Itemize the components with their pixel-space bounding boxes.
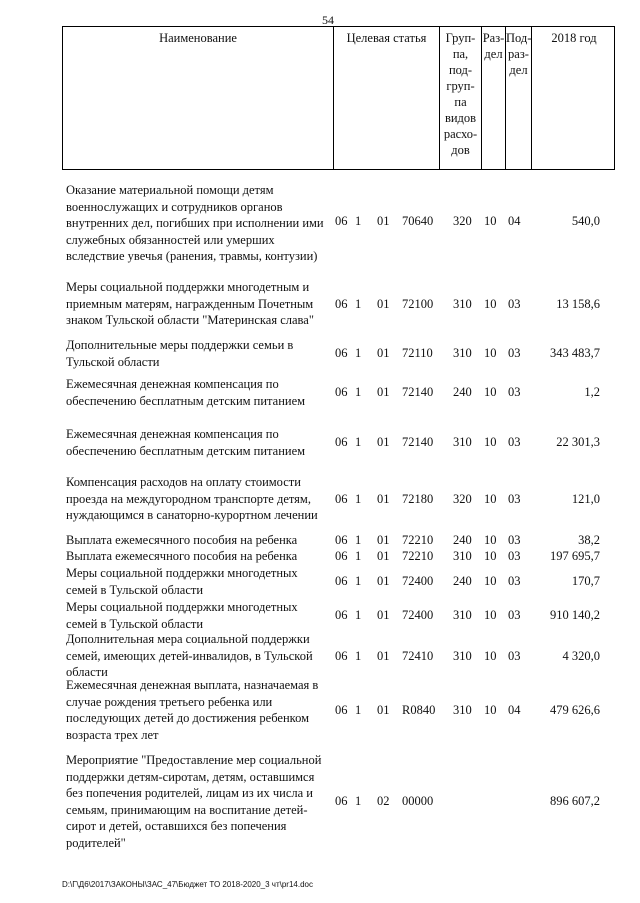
row-name: Ежемесячная денежная компенсация по обеспечению бесплатным детским питанием: [66, 377, 306, 408]
row-b: 1: [355, 703, 362, 717]
row-c: 01: [377, 492, 390, 506]
row-d: 72110: [402, 346, 433, 360]
row-section: 10: [484, 385, 497, 399]
row-d: 72210: [402, 533, 434, 547]
row-d: 72140: [402, 435, 434, 449]
row-b: 1: [355, 794, 362, 808]
row-group: 310: [453, 346, 472, 360]
row-c: 01: [377, 549, 390, 563]
row-subsection: 03: [508, 346, 521, 360]
row-c: 01: [377, 574, 390, 588]
row-amount: 4 320,0: [562, 649, 600, 663]
row-d: 72180: [402, 492, 434, 506]
row-section: 10: [484, 649, 497, 663]
row-b: 1: [355, 297, 362, 311]
row-c: 01: [377, 435, 390, 449]
row-d: R0840: [402, 703, 436, 717]
row-amount: 343 483,7: [550, 346, 600, 360]
group-header-line: па: [454, 95, 467, 109]
row-name: Меры социальной поддержки многодетных семей в Тульской области: [66, 566, 298, 597]
row-name: Дополнительные меры поддержки семьи в Тульской области: [66, 338, 294, 369]
group-header-line: расхо-: [443, 127, 478, 141]
row-subsection: 03: [508, 533, 521, 547]
row-subsection: 03: [508, 297, 521, 311]
row-subsection: 04: [508, 214, 521, 228]
row-section: 10: [484, 608, 497, 622]
row-subsection: 04: [508, 703, 521, 717]
group-header-line: видов: [444, 111, 477, 125]
subsection-header-line: дел: [509, 63, 528, 77]
row-a: 06: [335, 214, 348, 228]
row-d: 70640: [402, 214, 434, 228]
row-section: 10: [484, 703, 497, 717]
row-c: 02: [377, 794, 390, 808]
row-subsection: 03: [508, 492, 521, 506]
row-subsection: 03: [508, 385, 521, 399]
row-group: 310: [453, 703, 472, 717]
header-year-label: 2018 год: [551, 31, 597, 45]
row-c: 01: [377, 703, 390, 717]
row-b: 1: [355, 608, 362, 622]
header-target-article-label: Целевая статья: [346, 31, 427, 45]
row-b: 1: [355, 533, 362, 547]
row-a: 06: [335, 794, 348, 808]
row-a: 06: [335, 533, 348, 547]
row-name: Меры социальной поддержки многодетных семей в Тульской области: [66, 600, 298, 631]
subsection-header-line: раз-: [508, 47, 529, 61]
row-amount: 197 695,7: [550, 549, 600, 563]
row-name: Компенсация расходов на оплату стоимости проезда на междугородном транспорте детям, нуждающимся в санаторно-курортном лечении: [66, 475, 318, 523]
row-c: 01: [377, 385, 390, 399]
row-section: 10: [484, 492, 497, 506]
row-c: 01: [377, 297, 390, 311]
section-header-line: Раз-: [482, 31, 505, 45]
subsection-header-line: Под-: [506, 31, 532, 45]
row-group: 310: [453, 649, 472, 663]
row-name: Дополнительная мера социальной поддержки семей, имеющих детей-инвалидов, в Тульской области: [66, 632, 313, 680]
row-b: 1: [355, 492, 362, 506]
row-b: 1: [355, 649, 362, 663]
row-c: 01: [377, 608, 390, 622]
row-name: Ежемесячная денежная компенсация по обеспечению бесплатным детским питанием: [66, 427, 306, 458]
row-d: 72210: [402, 549, 434, 563]
row-section: 10: [484, 346, 497, 360]
row-subsection: 03: [508, 608, 521, 622]
row-name: Выплата ежемесячного пособия на ребенка: [66, 533, 298, 547]
row-c: 01: [377, 214, 390, 228]
row-b: 1: [355, 574, 362, 588]
row-c: 01: [377, 533, 390, 547]
row-amount: 540,0: [571, 214, 600, 228]
row-a: 06: [335, 385, 348, 399]
row-d: 72410: [402, 649, 434, 663]
row-section: 10: [484, 549, 497, 563]
row-b: 1: [355, 435, 362, 449]
row-section: 10: [484, 297, 497, 311]
row-d: 72400: [402, 608, 434, 622]
row-subsection: 03: [508, 435, 521, 449]
row-section: 10: [484, 435, 497, 449]
row-amount: 896 607,2: [550, 794, 600, 808]
group-header-line: дов: [451, 143, 470, 157]
row-a: 06: [335, 435, 348, 449]
row-name: Оказание материальной помощи детям военнослужащих и сотрудников органов внутренних дел, погибших при исполнении ими служебных обязанностей или умерших вследствие увечья (ранения, травмы, контузии): [66, 183, 324, 264]
file-path-footer: D:\Г\Д6\2017\ЗАКОНЫ\ЗАС_47\Бюджет ТО 2018-2020_3 чт\pr14.doc: [62, 880, 313, 889]
row-section: 10: [484, 574, 497, 588]
row-b: 1: [355, 214, 362, 228]
header-name-label: Наименование: [159, 31, 237, 45]
row-group: 240: [453, 574, 472, 588]
row-amount: 22 301,3: [556, 435, 600, 449]
row-amount: 38,2: [578, 533, 600, 547]
row-section: 10: [484, 214, 497, 228]
row-c: 01: [377, 346, 390, 360]
row-subsection: 03: [508, 649, 521, 663]
row-d: 72400: [402, 574, 434, 588]
row-group: 310: [453, 549, 472, 563]
row-name: Выплата ежемесячного пособия на ребенка: [66, 549, 298, 563]
row-a: 06: [335, 608, 348, 622]
row-b: 1: [355, 549, 362, 563]
row-a: 06: [335, 703, 348, 717]
row-name: Мероприятие "Предоставление мер социальной поддержки детям-сиротам, детям, оставшимся без попечения родителей, лицам из их числа и семьям, принимающим на воспитание детей-сирот и детей, оставшихся без попечения родителей": [66, 753, 322, 850]
row-d: 00000: [402, 794, 434, 808]
row-a: 06: [335, 492, 348, 506]
row-name: Меры социальной поддержки многодетным и приемным матерям, награжденным Почетным знаком Тульской области "Материнская слава": [66, 280, 314, 328]
row-amount: 479 626,6: [550, 703, 600, 717]
row-group: 320: [453, 492, 472, 506]
section-header-line: дел: [484, 47, 503, 61]
row-group: 310: [453, 297, 472, 311]
row-a: 06: [335, 549, 348, 563]
row-group: 310: [453, 435, 472, 449]
row-b: 1: [355, 346, 362, 360]
row-d: 72100: [402, 297, 434, 311]
row-amount: 910 140,2: [550, 608, 600, 622]
row-a: 06: [335, 649, 348, 663]
row-amount: 170,7: [571, 574, 600, 588]
row-amount: 1,2: [584, 385, 600, 399]
row-group: 310: [453, 608, 472, 622]
row-a: 06: [335, 297, 348, 311]
row-amount: 13 158,6: [556, 297, 600, 311]
row-group: 240: [453, 533, 472, 547]
row-a: 06: [335, 574, 348, 588]
row-name: Ежемесячная денежная выплата, назначаемая в случае рождения третьего ребенка или последующих детей до достижения ребенком возраста трех лет: [66, 678, 319, 742]
group-header-line: груп-: [446, 79, 475, 93]
group-header-line: под-: [448, 63, 473, 77]
group-header-line: па,: [452, 47, 469, 61]
row-b: 1: [355, 385, 362, 399]
row-c: 01: [377, 649, 390, 663]
row-group: 240: [453, 385, 472, 399]
row-subsection: 03: [508, 549, 521, 563]
row-amount: 121,0: [571, 492, 600, 506]
row-subsection: 03: [508, 574, 521, 588]
row-section: 10: [484, 533, 497, 547]
row-a: 06: [335, 346, 348, 360]
row-group: 320: [453, 214, 472, 228]
page-number: 54: [322, 13, 334, 27]
group-header-line: Груп-: [445, 31, 476, 45]
row-d: 72140: [402, 385, 434, 399]
